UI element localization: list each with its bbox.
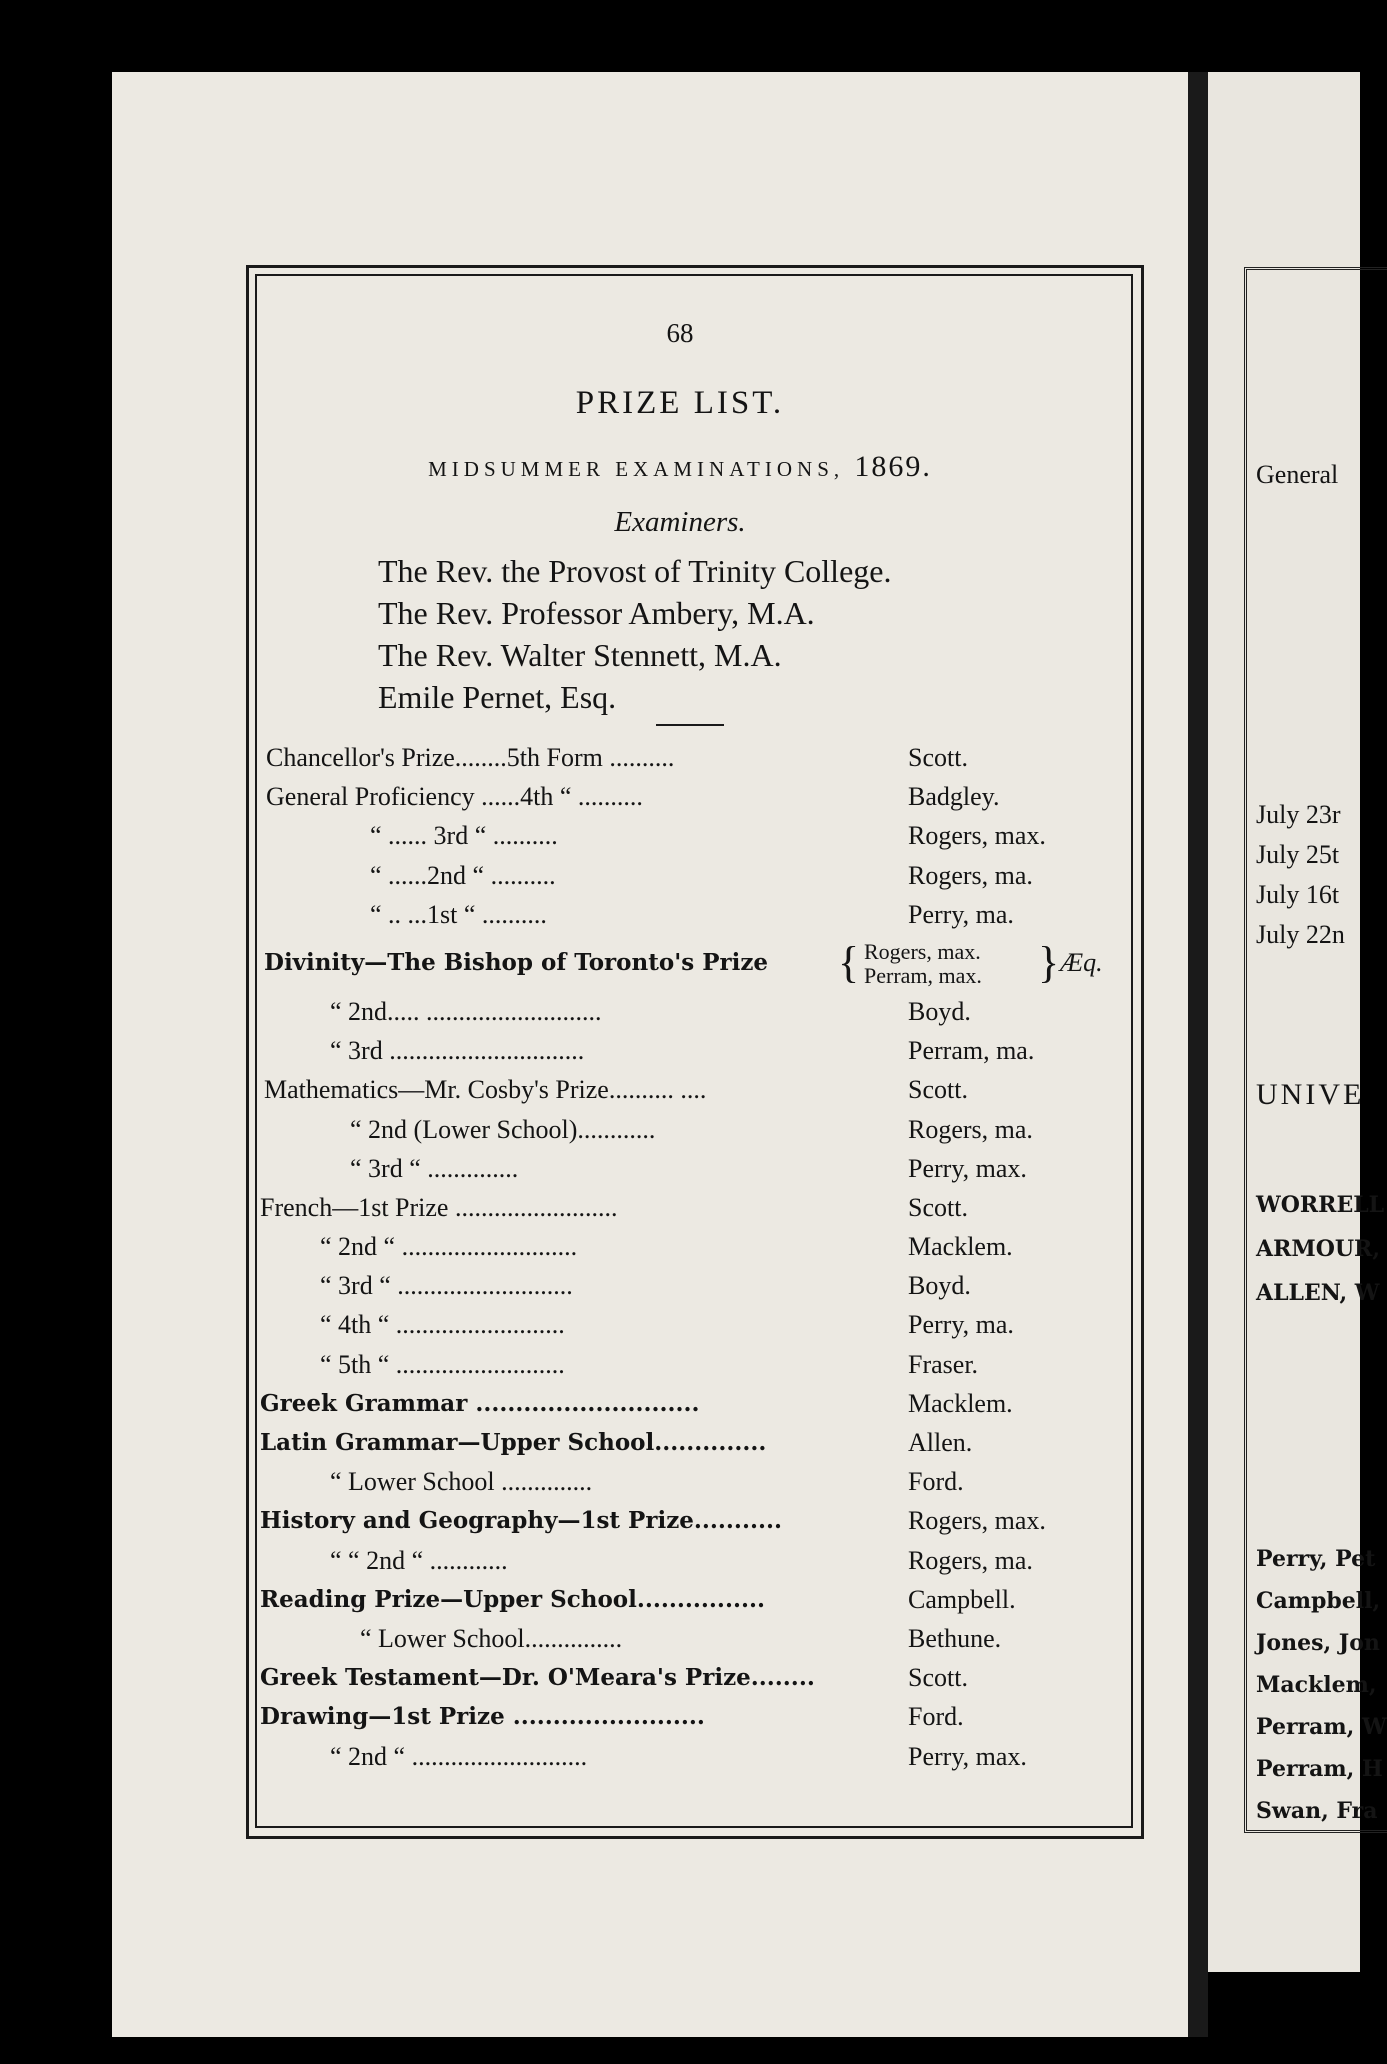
prize-label: “ ...... 3rd “ .......... — [370, 821, 558, 851]
prize-winner: Perram, max. — [864, 962, 982, 988]
prize-winner: Perry, max. — [908, 1153, 1027, 1183]
prize-label: “ Lower School .............. — [330, 1467, 593, 1497]
prize-row — [260, 895, 1120, 934]
prize-winner: Scott. — [908, 743, 968, 772]
facing-date: July 23r — [1256, 800, 1341, 829]
prize-winner: Rogers, ma. — [908, 1114, 1033, 1144]
prize-row — [260, 1188, 1120, 1227]
prize-label: “ 2nd “ ........................... — [330, 1741, 588, 1771]
prize-label: “ Lower School............... — [360, 1623, 623, 1653]
prize-row — [260, 1423, 1120, 1462]
prize-winner: Ford. — [908, 1702, 964, 1732]
page-title: PRIZE LIST. — [575, 385, 785, 421]
facing-date: July 22n — [1256, 920, 1345, 949]
prize-winner: Macklem. — [908, 1388, 1013, 1418]
examiner: The Rev. Walter Stennett, M.A. — [378, 637, 782, 673]
prize-row — [260, 1070, 1120, 1109]
brace-left: { — [838, 937, 860, 987]
prize-label: Reading Prize—Upper School................ — [260, 1585, 765, 1613]
prize-winner: Perry, ma. — [908, 899, 1014, 929]
facing-header: General — [1256, 460, 1339, 489]
examiners-list — [378, 550, 891, 718]
book-gutter — [1188, 72, 1208, 2037]
divider — [656, 724, 724, 726]
prize-row — [260, 1697, 1120, 1736]
facing-name: Swan, Fra — [1256, 1798, 1378, 1824]
aequal-mark: Æq. — [1060, 947, 1103, 977]
prize-winner: Boyd. — [908, 996, 971, 1026]
prize-row — [260, 777, 1120, 816]
prize-row — [260, 1305, 1120, 1344]
prize-row — [260, 1110, 1120, 1149]
prize-winner: Badgley. — [908, 782, 1000, 812]
prize-winner: Rogers, max. — [908, 821, 1046, 851]
subtitle — [0, 450, 1360, 484]
facing-name: Perram, H — [1256, 1756, 1383, 1782]
examiner: The Rev. the Provost of Trinity College. — [378, 553, 892, 589]
prize-row — [260, 738, 1120, 777]
examiners-heading: Examiners. — [614, 506, 746, 538]
prize-row — [260, 1658, 1120, 1697]
prize-label: “ .. ...1st “ .......... — [370, 899, 547, 929]
prize-row — [260, 1580, 1120, 1619]
prize-winner: Campbell. — [908, 1584, 1016, 1614]
prize-row — [260, 1541, 1120, 1580]
prize-label: “ 2nd “ ........................... — [320, 1232, 578, 1262]
prize-row — [260, 934, 1120, 992]
prize-winner: Rogers, max. — [908, 1506, 1046, 1536]
prize-winner: Rogers, ma. — [908, 1545, 1033, 1575]
facing-name: Campbell, — [1256, 1588, 1381, 1614]
prize-winner: Scott. — [908, 1075, 968, 1105]
prize-label: “ “ 2nd “ ............ — [330, 1545, 508, 1575]
facing-name: ARMOUR, — [1256, 1236, 1380, 1262]
prize-label: Greek Testament—Dr. O'Meara's Prize........ — [260, 1664, 815, 1692]
prize-row — [260, 1149, 1120, 1188]
subtitle-text: MIDSUMMER EXAMINATIONS, — [428, 457, 845, 481]
prize-winner: Bethune. — [908, 1623, 1002, 1653]
prize-row — [260, 1737, 1120, 1776]
prize-label: Drawing—1st Prize ........................ — [260, 1703, 705, 1731]
prize-row — [260, 1031, 1120, 1070]
prize-row — [260, 992, 1120, 1031]
facing-name: WORRELL — [1256, 1192, 1385, 1218]
prize-row — [260, 1345, 1120, 1384]
prize-label: “ ......2nd “ .......... — [370, 860, 556, 890]
prize-label: “ 2nd..... ........................... — [330, 996, 602, 1026]
prize-label: History and Geography—1st Prize........... — [260, 1507, 782, 1535]
prize-winner: Macklem. — [908, 1232, 1013, 1262]
facing-name: ALLEN, W — [1256, 1280, 1380, 1306]
subtitle-year: 1869. — [854, 450, 932, 483]
facing-date: July 16t — [1256, 880, 1340, 909]
facing-date: July 25t — [1256, 840, 1340, 869]
prize-row — [260, 1384, 1120, 1423]
prize-label: “ 5th “ .......................... — [320, 1349, 565, 1379]
prize-row — [260, 1462, 1120, 1501]
examiner: Emile Pernet, Esq. — [378, 679, 617, 715]
prize-winner: Fraser. — [908, 1349, 979, 1379]
prize-winner: Ford. — [908, 1467, 964, 1497]
prize-row — [260, 856, 1120, 895]
prize-winner: Perram, ma. — [908, 1036, 1035, 1066]
prize-row — [260, 1266, 1120, 1305]
facing-name: Macklem, — [1256, 1672, 1377, 1698]
prize-label: “ 3rd .............................. — [330, 1036, 585, 1066]
examiner: The Rev. Professor Ambery, M.A. — [378, 595, 815, 631]
prize-row — [260, 1619, 1120, 1658]
prize-label: “ 4th “ .......................... — [320, 1310, 565, 1340]
prize-label: “ 3rd “ ........................... — [320, 1271, 573, 1301]
facing-name: Perry, Pet — [1256, 1546, 1376, 1572]
prize-label: “ 3rd “ .............. — [350, 1153, 519, 1183]
facing-name: Perram, W — [1256, 1714, 1387, 1740]
brace-right: } — [1038, 937, 1060, 987]
prize-winner: Scott. — [908, 1663, 968, 1693]
prize-list — [260, 738, 1120, 1776]
prize-label: Chancellor's Prize........5th Form .......... — [266, 743, 675, 772]
prize-winner: Perry, max. — [908, 1741, 1027, 1771]
prize-winner: Boyd. — [908, 1271, 971, 1301]
prize-row — [260, 816, 1120, 855]
prize-row — [260, 1501, 1120, 1540]
prize-winner: Allen. — [908, 1428, 973, 1457]
prize-label: Mathematics—Mr. Cosby's Prize.......... .... — [264, 1075, 707, 1105]
prize-label: French—1st Prize ......................... — [260, 1192, 618, 1222]
prize-row — [260, 1227, 1120, 1266]
prize-label: Greek Grammar ............................ — [260, 1389, 700, 1417]
prize-winner: Perry, ma. — [908, 1310, 1014, 1340]
prize-label: Divinity—The Bishop of Toronto's Prize — [264, 948, 769, 976]
page-number: 68 — [666, 318, 694, 348]
prize-label: Latin Grammar—Upper School.............. — [260, 1429, 767, 1456]
prize-label: “ 2nd (Lower School)............ — [350, 1114, 656, 1144]
facing-name: Jones, Jon — [1256, 1630, 1380, 1656]
prize-label: General Proficiency ......4th “ .......... — [266, 782, 643, 812]
prize-winner: Rogers, max. — [864, 938, 981, 964]
prize-winner: Rogers, ma. — [908, 860, 1033, 890]
prize-winner: Scott. — [908, 1192, 968, 1222]
facing-section: UNIVE — [1256, 1078, 1365, 1111]
